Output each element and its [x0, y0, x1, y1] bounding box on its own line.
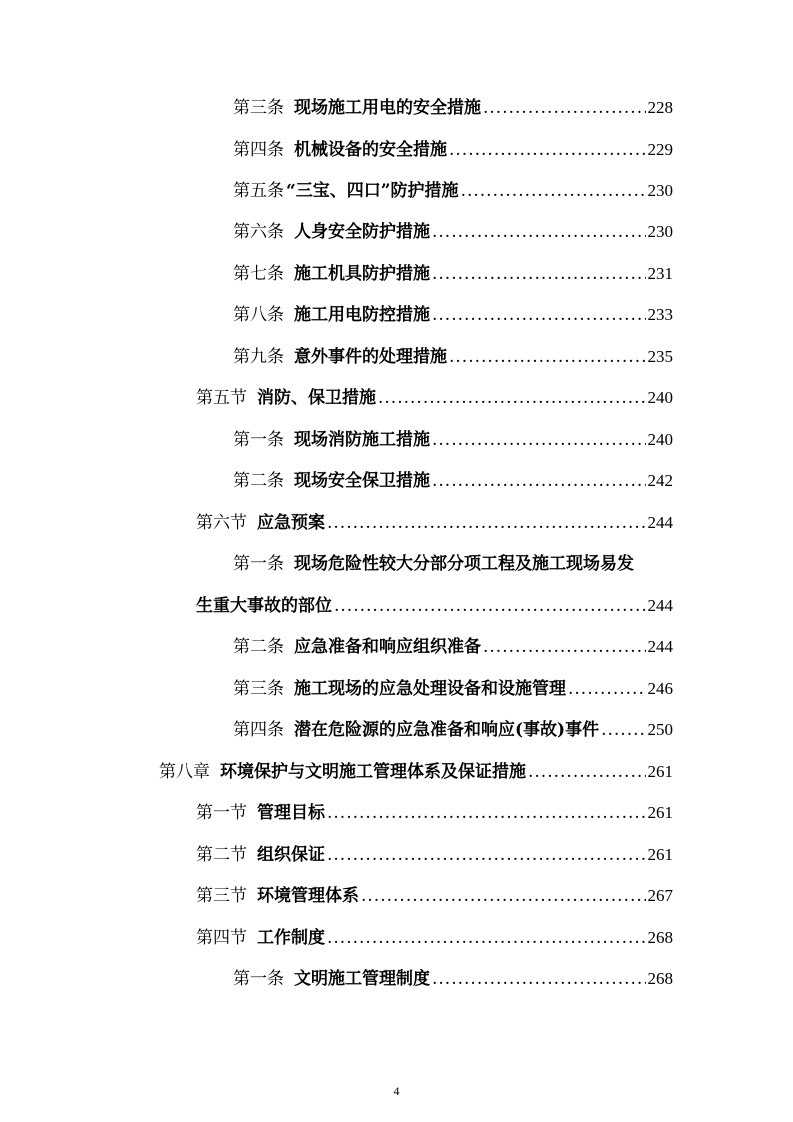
toc-title: 施工用电防控措施 [294, 305, 430, 325]
page-number: 4 [393, 1084, 400, 1098]
toc-entry[interactable] [233, 261, 673, 287]
toc-label: 第四条 [233, 140, 284, 160]
toc-page: 250 [647, 720, 673, 739]
toc-page: 244 [647, 596, 673, 615]
toc-entry[interactable] [233, 344, 673, 370]
toc-title: 现场施工用电的安全措施 [294, 98, 481, 118]
toc-title: 现场消防施工措施 [294, 430, 430, 450]
leader-dots [432, 261, 646, 287]
toc-page: 228 [647, 98, 673, 117]
toc-label: 第二条 [233, 637, 284, 657]
toc-label: 第七条 [233, 264, 284, 284]
toc-page: 244 [647, 513, 673, 532]
toc-title: 环境保护与文明施工管理体系及保证措施 [220, 762, 526, 782]
toc-page: 268 [647, 928, 673, 947]
toc-label: 第二节 [196, 845, 247, 865]
toc-entry[interactable] [196, 800, 673, 826]
toc-label: 第二条 [233, 471, 284, 491]
toc-label: 第一节 [196, 803, 247, 823]
leader-dots [528, 759, 646, 785]
toc-entry[interactable] [233, 468, 673, 494]
toc-title: 环境管理体系 [257, 886, 359, 906]
toc-page: 267 [647, 886, 673, 905]
toc-page: 230 [647, 222, 673, 241]
toc-entry[interactable] [233, 137, 673, 163]
toc-label: 第九条 [233, 347, 284, 367]
toc-entry[interactable] [196, 510, 673, 536]
toc-label: 第四条 [233, 720, 284, 740]
toc-title: 组织保证 [257, 845, 325, 865]
leader-dots [432, 966, 646, 992]
toc-label: 第一条 [233, 969, 284, 989]
toc-page: 268 [647, 969, 673, 988]
toc-page: 229 [647, 140, 673, 159]
toc-label: 第五条 [233, 181, 284, 201]
leader-dots [568, 676, 646, 702]
toc-page: 240 [647, 430, 673, 449]
leader-dots [327, 510, 646, 536]
toc-title: 文明施工管理制度 [294, 969, 430, 989]
leader-dots [361, 883, 646, 909]
toc-label: 第八条 [233, 305, 284, 325]
toc-page: 261 [647, 845, 673, 864]
toc-page: 244 [647, 637, 673, 656]
toc-entry[interactable] [159, 759, 673, 785]
toc-entry[interactable] [233, 427, 673, 453]
leader-dots [334, 593, 646, 619]
toc-label: 第三节 [196, 886, 247, 906]
leader-dots [432, 219, 646, 245]
leader-dots [449, 344, 646, 370]
toc-entry[interactable] [233, 302, 673, 328]
toc-entry[interactable] [233, 717, 673, 743]
leader-dots [432, 468, 646, 494]
leader-dots [483, 95, 646, 121]
toc-page: 246 [647, 679, 673, 698]
toc-entry[interactable] [233, 95, 673, 121]
toc-title: 管理目标 [257, 803, 325, 823]
toc-page: 240 [647, 388, 673, 407]
toc-title: 施工机具防护措施 [294, 264, 430, 284]
toc-title: 应急预案 [257, 513, 325, 533]
toc-title: 现场危险性较大分部分项工程及施工现场易发 [294, 554, 634, 574]
leader-dots [432, 427, 646, 453]
toc-entry[interactable] [233, 178, 673, 204]
toc-label: 第八章 [159, 762, 210, 782]
toc-entry[interactable] [233, 634, 673, 660]
toc-page: 231 [647, 264, 673, 283]
toc-title: 人身安全防护措施 [294, 222, 430, 242]
leader-dots [483, 634, 646, 660]
toc-label: 第三条 [233, 679, 284, 699]
toc-label: 第一条 [233, 554, 284, 574]
toc-label: 第六条 [233, 222, 284, 242]
toc-page: 235 [647, 347, 673, 366]
toc-page: 230 [647, 181, 673, 200]
toc-entry[interactable] [196, 883, 673, 909]
toc-title: 消防、保卫措施 [257, 388, 376, 408]
toc-entry-wrapped-second-line[interactable] [196, 593, 673, 619]
toc-title-continued: 生重大事故的部位 [196, 596, 332, 616]
toc-label: 第五节 [196, 388, 247, 408]
toc-title: 潜在危险源的应急准备和响应(事故)事件 [294, 720, 600, 740]
leader-dots [378, 385, 646, 411]
toc-page: 242 [647, 471, 673, 490]
leader-dots [327, 800, 646, 826]
toc-label: 第四节 [196, 928, 247, 948]
toc-title: “三宝、四口”防护措施 [286, 181, 459, 201]
toc-entry[interactable] [233, 676, 673, 702]
toc-entry-wrapped-first-line[interactable] [233, 551, 673, 577]
toc-title: 现场安全保卫措施 [294, 471, 430, 491]
toc-entry[interactable] [233, 966, 673, 992]
leader-dots [601, 717, 645, 743]
toc-label: 第六节 [196, 513, 247, 533]
toc-title: 工作制度 [257, 928, 325, 948]
leader-dots [327, 925, 646, 951]
toc-page: 233 [647, 305, 673, 324]
leader-dots [432, 302, 646, 328]
leader-dots [449, 137, 646, 163]
toc-title: 机械设备的安全措施 [294, 140, 447, 160]
toc-label: 第三条 [233, 98, 284, 118]
toc-title: 意外事件的处理措施 [294, 347, 447, 367]
toc-entry[interactable] [196, 385, 673, 411]
toc-page: 261 [647, 762, 673, 781]
toc-title: 施工现场的应急处理设备和设施管理 [294, 679, 566, 699]
leader-dots [461, 178, 646, 204]
toc-entry[interactable] [196, 925, 673, 951]
toc-title: 应急准备和响应组织准备 [294, 637, 481, 657]
toc-label: 第一条 [233, 430, 284, 450]
leader-dots [327, 842, 646, 868]
toc-page: 261 [647, 803, 673, 822]
toc-entry[interactable] [196, 842, 673, 868]
toc-entry[interactable] [233, 219, 673, 245]
